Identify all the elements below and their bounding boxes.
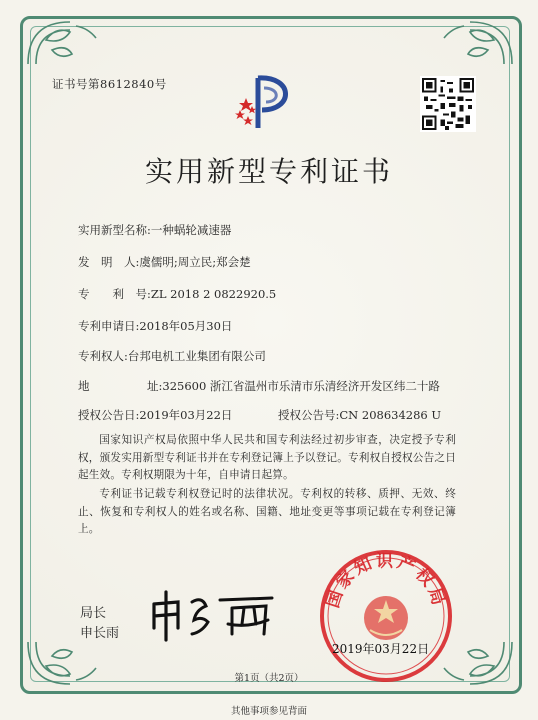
footer-note: 其他事项参见背面	[230, 706, 307, 717]
field-value: 325600 浙江省温州市乐清市乐清经济开发区纬二十路	[162, 379, 440, 393]
svg-text:国家知识产权局: 国家知识产权局	[323, 551, 449, 611]
field-label: 授权公告号:	[278, 408, 340, 422]
field-value: 2018年05月30日	[139, 319, 233, 333]
field-label: 专利申请日:	[78, 319, 140, 333]
field-value: ZL 2018 2 0822920.5	[150, 287, 277, 301]
corner-ornament-icon	[26, 20, 104, 66]
field-utility-model-name	[78, 222, 231, 238]
seal-date: 2019年03月22日	[332, 642, 430, 656]
certificate-number: 证书号第8612840号	[52, 77, 167, 91]
signer-title: 局长	[80, 606, 107, 621]
page-indicator: 第1页（共2页）	[234, 673, 304, 684]
field-label: 授权公告日:	[78, 408, 140, 422]
official-seal-icon	[318, 548, 454, 684]
corner-ornament-icon	[436, 20, 514, 66]
field-label: 发 明 人:	[78, 255, 140, 269]
field-patentee	[78, 348, 266, 364]
field-value: 台邦电机工业集团有限公司	[127, 349, 266, 363]
field-value: CN 208634286 U	[339, 408, 442, 422]
field-value: 虞儒明;周立民;郑会楚	[139, 255, 251, 269]
field-label: 地 址:	[78, 379, 163, 393]
field-grant-number	[278, 407, 441, 423]
field-patent-number	[78, 286, 276, 302]
field-value: 2019年03月22日	[139, 408, 233, 422]
paragraph-legal-status: 专利证书记载专利权登记时的法律状况。专利权的转移、质押、无效、终止、恢复和专利权人的姓名或名称、国籍、地址变更等事项记载在专利登记簿上。	[78, 488, 456, 535]
qr-code-icon	[420, 76, 476, 132]
certificate-title: 实用新型专利证书	[144, 155, 393, 188]
field-label: 专 利 号:	[78, 287, 151, 301]
field-value: 一种蜗轮减速器	[150, 223, 232, 237]
paragraph-grant-decision: 国家知识产权局依照中华人民共和国专利法经过初步审查，决定授予专利权，颁发实用新型专利证书并在专利登记簿上予以登记。专利权自授权公告之日起生效。专利权期限为十年，自申请日起算。	[78, 434, 456, 481]
patent-office-logo-icon	[232, 70, 296, 136]
field-label: 实用新型名称:	[78, 223, 151, 237]
field-address	[78, 378, 440, 394]
signer-name: 申长雨	[80, 626, 120, 641]
field-filing-date	[78, 318, 232, 334]
handwritten-signature-icon	[148, 584, 280, 644]
field-label: 专利权人:	[78, 349, 128, 363]
field-inventors	[78, 254, 251, 270]
field-grant-date	[78, 407, 232, 423]
